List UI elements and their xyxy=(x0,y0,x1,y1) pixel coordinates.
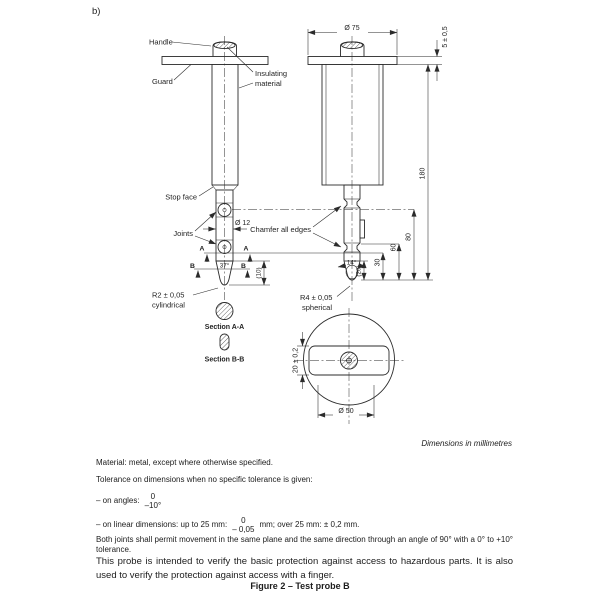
dim-angle-side: 14° xyxy=(346,259,357,267)
dimensions-note: Dimensions in millimetres xyxy=(421,439,512,448)
figure-caption: Figure 2 – Test probe B xyxy=(250,581,350,591)
guard-plate-side xyxy=(308,57,397,65)
section-marker-b-right: B xyxy=(241,263,246,270)
dim-len30: 30 xyxy=(374,258,382,267)
section-aa-shape xyxy=(216,303,233,320)
handle-label: Handle xyxy=(149,37,173,47)
insulating-label-line2: material xyxy=(255,79,282,88)
linear-tolerance-upper: 0 xyxy=(241,516,246,526)
dim-plate-thickness: 5 ± 0,5 xyxy=(442,26,449,48)
angles-tolerance-upper: 0 xyxy=(150,491,156,501)
dim-len60: 60 xyxy=(390,243,398,252)
joint-tab xyxy=(360,220,365,238)
section-views xyxy=(205,303,245,364)
page-item-marker: b) xyxy=(92,6,101,17)
r4-sub-label: spherical xyxy=(302,303,333,312)
joints-label: Joints xyxy=(173,229,193,238)
tolerance-note: Tolerance on dimensions when no specific tolerance is given: xyxy=(96,475,313,485)
shaft-front xyxy=(212,65,238,186)
body-cylinder xyxy=(322,65,383,186)
guard-plate-front xyxy=(162,57,268,65)
dim-dia75: Ø 75 xyxy=(344,25,360,32)
joints-movement-note: Both joints shall permit movement in the same plane and the same direction through an angle of 90° with a 0° to +10° tolerance. xyxy=(96,534,513,554)
section-aa-label: Section A-A xyxy=(204,324,245,331)
angles-tolerance-fraction xyxy=(145,492,162,510)
dim-slot-height: 20 ± 0,2 xyxy=(292,347,300,374)
linear-tolerance-lower: – 0,05 xyxy=(232,525,255,535)
dim-len80: 80 xyxy=(405,233,413,241)
insulating-label-line1: Insulating xyxy=(255,69,288,78)
part-labels xyxy=(149,38,350,313)
angles-tolerance-label: – on angles: xyxy=(96,495,140,505)
dim-len180: 180 xyxy=(419,167,427,180)
figure-notes xyxy=(96,458,513,582)
linear-tolerance-tail: mm; over 25 mm: ± 0,2 mm. xyxy=(259,520,360,530)
angles-tolerance-line xyxy=(96,492,513,510)
section-marker-a-left: A xyxy=(199,245,205,253)
front-view xyxy=(162,42,268,285)
guard-label: Guard xyxy=(152,77,173,86)
section-bb-label: Section B-B xyxy=(204,356,245,364)
dim-len10: (10) xyxy=(255,267,263,279)
section-marker-b-left: B xyxy=(190,263,195,270)
stop-face-label: Stop face xyxy=(165,192,197,202)
chamfer-label: Chamfer all edges xyxy=(250,225,311,234)
dim-angle-front: 37° xyxy=(219,262,230,270)
r2-sub-label: cylindrical xyxy=(152,300,185,310)
linear-tolerance-fraction xyxy=(232,516,254,534)
angles-tolerance-lower: –10° xyxy=(144,500,162,510)
dim-dia12: Ø 12 xyxy=(235,220,251,227)
linear-tolerance-line xyxy=(96,516,513,534)
linear-tolerance-label: – on linear dimensions: up to 25 mm: xyxy=(96,520,228,530)
section-marker-a-right: A xyxy=(243,245,249,253)
stop-face-step xyxy=(212,185,238,190)
dim-len20: (20) xyxy=(355,265,363,277)
material-note: Material: metal, except where otherwise specified. xyxy=(96,458,273,467)
r4-label: R4 ± 0,05 xyxy=(300,293,333,302)
probe-purpose-note: This probe is intended to verify the basic protection against access to hazardous parts. It is also used to verify the protection against access with a finger. xyxy=(96,556,513,581)
r2-label: R2 ± 0,05 xyxy=(152,290,185,300)
section-bb-shape xyxy=(220,334,229,350)
dim-dia50: Ø 50 xyxy=(338,408,354,415)
